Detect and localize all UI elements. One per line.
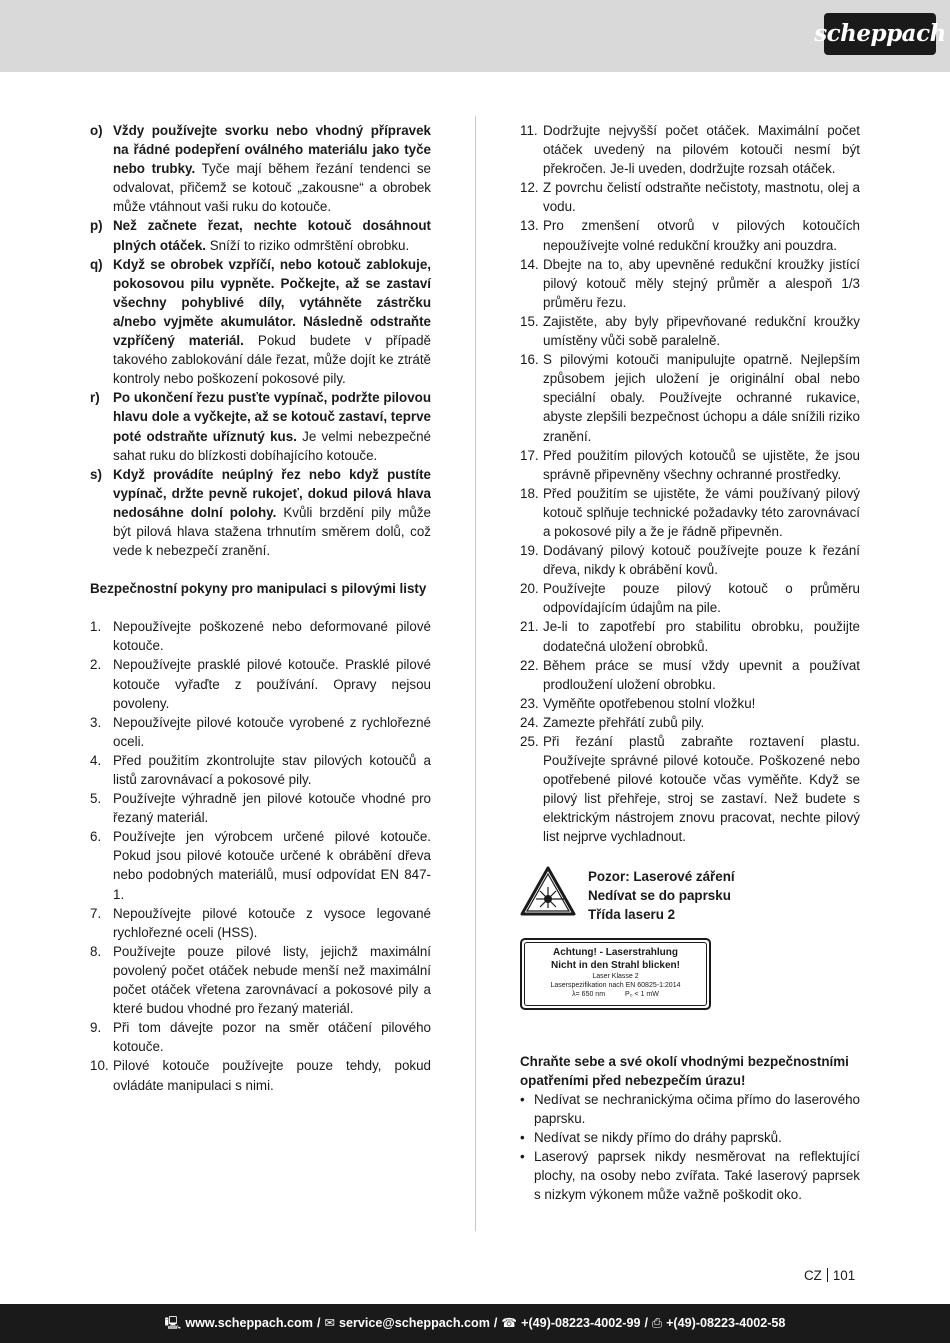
lettered-list bbox=[90, 121, 431, 560]
list-item bbox=[520, 446, 860, 484]
sign-line-1: Achtung! - Laserstrahlung bbox=[552, 946, 678, 958]
list-item bbox=[90, 216, 431, 254]
language-code: CZ bbox=[804, 1268, 822, 1283]
list-marker: r) bbox=[90, 390, 100, 406]
list-marker: 12. bbox=[520, 180, 539, 196]
list-marker: 16. bbox=[520, 352, 539, 368]
item-text: Laserový paprsek nikdy nesměrovat na reflektující plochy, na osoby nebo zvířata. Také laserový paprsek s nizkym výkonem může važně poškodit oko. bbox=[534, 1149, 860, 1203]
item-text: Nepoužívejte prasklé pilové kotouče. Prasklé pilové kotouče vyřaďte z používání. Opravy nejsou povoleny. bbox=[113, 657, 431, 711]
list-marker: 4. bbox=[90, 752, 102, 768]
list-marker: 21. bbox=[520, 619, 539, 635]
item-text: Nepoužívejte poškozené nebo deformované pilové kotouče. bbox=[113, 619, 431, 654]
list-item bbox=[90, 1018, 431, 1056]
footer-separator: / bbox=[644, 1315, 648, 1330]
list-marker: 1. bbox=[90, 619, 102, 635]
list-item bbox=[520, 216, 860, 254]
column-divider bbox=[475, 116, 476, 1231]
item-text: Zajistěte, aby byly připevňované redukční kroužky umístěny vůči sobě paralelně. bbox=[543, 313, 860, 349]
list-marker: 9. bbox=[90, 1020, 102, 1036]
sign-line-3: Laser Klasse 2 bbox=[592, 972, 639, 980]
list-marker: q) bbox=[90, 256, 103, 272]
list-item bbox=[520, 579, 860, 617]
list-marker: 23. bbox=[520, 695, 539, 711]
item-text: Nepoužívejte pilové kotouče z vysoce legované rychlořezné oceli (HSS). bbox=[113, 905, 431, 940]
item-text: Tyče mají během řezání tendenci se odvalovat, přičemž se kotouč „zakousne“ a obrobek může vtáhnout vaši ruku do kotouče. bbox=[113, 161, 432, 215]
footer-email[interactable]: service@scheppach.com bbox=[339, 1315, 490, 1330]
left-column bbox=[90, 121, 431, 1095]
list-item bbox=[90, 1056, 431, 1094]
page-separator bbox=[827, 1268, 828, 1282]
brand-logo bbox=[814, 13, 946, 55]
item-bold-text: Vždy používejte svorku nebo vhodný přípravek na řádné podepření oválného materiálu jako tyče nebo trubky. bbox=[113, 123, 431, 177]
item-text: Při tom dávejte pozor na směr otáčení pilového kotouče. bbox=[113, 1020, 431, 1055]
laser-line-2: Nedívat se do paprsku bbox=[588, 887, 731, 903]
item-text: Je-li to zapotřebí pro stabilitu obrobku, použijte dodatečná uložení obrobků. bbox=[543, 619, 860, 654]
item-text: Používejte výhradně jen pilové kotouče vhodné pro řezaný materiál. bbox=[113, 791, 431, 826]
footer-website[interactable]: www.scheppach.com bbox=[185, 1315, 313, 1330]
list-item bbox=[520, 694, 860, 713]
list-item bbox=[90, 255, 431, 389]
list-marker: 18. bbox=[520, 485, 539, 501]
list-item bbox=[520, 312, 860, 350]
item-text: Nepoužívejte pilové kotouče vyrobené z rychlořezné oceli. bbox=[113, 714, 431, 749]
list-item bbox=[90, 465, 431, 560]
list-item bbox=[520, 541, 860, 579]
item-text: S pilovými kotouči manipulujte opatrně. Nejlepším způsobem jejich uložení je originální obal nebo speciální obaly. Používejte ochranné rukavice, abyste zlepšili bezpečnost úchopu a dále snížili riziko zranění. bbox=[543, 352, 860, 444]
list-item bbox=[520, 732, 860, 847]
list-item bbox=[520, 484, 860, 541]
bullet-marker: • bbox=[520, 1149, 525, 1165]
list-item bbox=[520, 1147, 860, 1204]
item-text: Z povrchu čelistí odstraňte nečistoty, mastnotu, olej a vodu. bbox=[543, 180, 860, 215]
item-text: Používejte pouze pilový kotouč o průměru odpovídajícím údajům na pile. bbox=[543, 581, 860, 616]
list-marker: 2. bbox=[90, 657, 102, 673]
monitor-icon: 🖳 bbox=[164, 1315, 182, 1330]
contact-footer bbox=[0, 1304, 950, 1343]
item-bold-text: Když provádíte neúplný řez nebo když pustíte vypínač, držte pevně rukojeť, dokud pilová hlava nedosáhne dolní polohy. bbox=[113, 466, 431, 520]
list-item bbox=[90, 827, 431, 903]
item-text: Před použitím pilových kotoučů se ujistěte, že jsou správně připevněny všechny ochranné prostředky. bbox=[543, 447, 860, 482]
list-marker: 25. bbox=[520, 734, 539, 749]
list-marker: 24. bbox=[520, 714, 539, 730]
phone-icon: ☎ bbox=[501, 1315, 518, 1330]
list-item bbox=[90, 789, 431, 827]
bullet-marker: • bbox=[520, 1091, 525, 1107]
item-text: Vyměňte opotřebenou stolní vložku! bbox=[543, 695, 756, 711]
sign-line-2: Nicht in den Strahl blicken! bbox=[551, 959, 680, 971]
list-item bbox=[520, 656, 860, 694]
list-marker: 20. bbox=[520, 581, 539, 597]
laser-warning-icon bbox=[520, 866, 576, 916]
list-item bbox=[90, 655, 431, 712]
list-marker: 8. bbox=[90, 943, 102, 959]
list-item bbox=[520, 1128, 860, 1147]
protection-heading: Chraňte sebe a své okolí vhodnými bezpečnostními opatřeními před nebezpečím úrazu! bbox=[520, 1053, 849, 1088]
item-text: Před použitím zkontrolujte stav pilových kotoučů a listů zarovnávací a pokosové pily. bbox=[113, 752, 431, 787]
bullet-list bbox=[520, 1090, 860, 1205]
list-item bbox=[90, 942, 431, 1018]
list-item bbox=[90, 121, 431, 216]
item-text: Dbejte na to, aby upevněné redukční kroužky jistící pilový kotouč měly stejný průměr a alespoň 1/3 průměru řezu. bbox=[543, 256, 860, 310]
item-text: Pilové kotouče používejte pouze tehdy, pokud ovládáte manipulaci s nimi. bbox=[113, 1058, 431, 1093]
list-marker: 13. bbox=[520, 218, 539, 234]
list-item bbox=[520, 617, 860, 655]
item-bold-text: Než začnete řezat, nechte kotouč dosáhnout plných otáček. bbox=[113, 218, 431, 253]
footer-separator: / bbox=[493, 1315, 498, 1330]
list-item bbox=[520, 255, 860, 312]
list-item bbox=[520, 121, 860, 178]
list-marker: 6. bbox=[90, 829, 102, 845]
list-item bbox=[90, 904, 431, 942]
item-text: Nedívat se nikdy přímo do dráhy paprsků. bbox=[534, 1129, 782, 1145]
item-text: Používejte jen výrobcem určené pilové kotouče. Pokud jsou pilové kotouče určené k obrábění dřeva nebo podobných materiálů, musí odpovídat EN 847-1. bbox=[113, 829, 431, 902]
list-marker: 7. bbox=[90, 905, 102, 921]
header-band bbox=[0, 0, 950, 72]
item-text: Pro zmenšení otvorů v pilových kotoučích nepoužívejte volné redukční kroužky ani pouzdra. bbox=[543, 218, 860, 253]
mail-icon: ✉ bbox=[324, 1315, 336, 1330]
item-text: Dodávaný pilový kotouč používejte pouze k řezání dřeva, nikdy k obrábění kovů. bbox=[543, 543, 860, 578]
list-item bbox=[520, 178, 860, 216]
sign-power: P₀ < 1 mW bbox=[625, 990, 659, 998]
laser-label-inner bbox=[524, 942, 707, 1006]
footer-fax: +(49)-08223-4002-58 bbox=[666, 1315, 786, 1330]
laser-warning bbox=[520, 866, 860, 1046]
item-bold-text: Když se obrobek vzpříčí, nebo kotouč zablokuje, pokosovou pilu vypněte. Počkejte, až se zastaví všechny pohyblivé díly, vytáhněte zástrčku a/nebo vyjměte akumulátor. Následně odstraňte vzpříčený materiál. bbox=[113, 256, 431, 349]
item-text: Nedívat se nechranickýma očima přímo do laserového paprsku. bbox=[534, 1091, 860, 1126]
list-marker: 15. bbox=[520, 313, 539, 329]
list-marker: 19. bbox=[520, 543, 539, 559]
list-marker: 3. bbox=[90, 714, 102, 730]
item-text: Sníží to riziko odmrštění obrobku. bbox=[206, 237, 410, 253]
list-marker: 10. bbox=[90, 1058, 109, 1074]
sign-line-4: Laserspezifikation nach EN 60825-1:2014 bbox=[550, 981, 681, 989]
brand-logo-text: scheppach bbox=[814, 20, 946, 48]
numbered-list bbox=[90, 617, 431, 1094]
list-item bbox=[520, 713, 860, 732]
list-marker: s) bbox=[90, 466, 102, 482]
right-column bbox=[520, 121, 860, 1204]
sign-wavelength: λ= 650 nm bbox=[572, 990, 606, 998]
item-text: Při řezání plastů zabraňte roztavení plastu. Používejte správné pilové kotouče. Poškozené nebo opotřebené pilové kotouče včas vyměňte. Když se pilový list přehřeje, stroj se zastaví. Než budete s elektrickým nástrojem znovu pracovat, nechte pilový list nejprve vychladnout. bbox=[543, 734, 860, 845]
item-bold-text: Po ukončení řezu pusťte vypínač, podržte pilovou hlavu dole a vyčkejte, až se kotouč zastaví, teprve poté odstraňte uříznutý kus. bbox=[113, 390, 431, 444]
list-marker: 5. bbox=[90, 791, 102, 807]
page-number-value: 101 bbox=[832, 1268, 856, 1283]
numbered-list-continued bbox=[520, 121, 860, 847]
list-item bbox=[520, 350, 860, 445]
laser-label-sign bbox=[520, 938, 711, 1010]
laser-line-1: Pozor: Laserové záření bbox=[588, 868, 735, 884]
item-text: Během práce se musí vždy upevnit a používat prodloužení uložení obrobku. bbox=[543, 657, 860, 692]
item-text: Je velmi nebezpečné sahat ruku do blízkosti dobíhajícího kotouče. bbox=[113, 428, 431, 463]
list-marker: 11. bbox=[520, 123, 538, 138]
list-item bbox=[90, 388, 431, 464]
list-marker: 14. bbox=[520, 256, 539, 272]
list-item bbox=[520, 1090, 860, 1128]
list-item bbox=[90, 713, 431, 751]
list-marker: p) bbox=[90, 218, 103, 234]
list-marker: 22. bbox=[520, 657, 539, 673]
item-text: Před použitím se ujistěte, že vámi používaný pilový kotouč splňuje technické požadavky této zarovnávací a pokosové pily a že je řádně připevněn. bbox=[543, 485, 860, 539]
section-heading: Bezpečnostní pokyny pro manipulaci s pilovými listy bbox=[90, 581, 427, 597]
page-number bbox=[804, 1266, 855, 1285]
fax-icon: ⎙ bbox=[651, 1315, 663, 1330]
item-text: Pokud budete v případě takového zablokování dále řezat, může dojít ke ztrátě kontroly nebo poškození pokosové pily. bbox=[113, 333, 431, 387]
item-text: Dodržujte nejvyšší počet otáček. Maximální počet otáček uvedený na pilovém kotouči nesmí být překročen. Je-li uveden, dodržujte rozsah otáček. bbox=[543, 123, 860, 177]
footer-phone: +(49)-08223-4002-99 bbox=[521, 1315, 641, 1330]
footer-separator: / bbox=[316, 1315, 321, 1330]
list-marker: 17. bbox=[520, 447, 539, 463]
list-item bbox=[90, 751, 431, 789]
sign-line-5 bbox=[525, 990, 706, 999]
list-item bbox=[90, 617, 431, 655]
item-text: Používejte pouze pilové listy, jejichž maximální povolený počet otáček nebude menší než maximální počet otáček vřetena zarovnávací a pokosové pily a které budou vhodné pro řezaný materiál. bbox=[113, 943, 431, 1017]
item-text: Zamezte přehřátí zubů pily. bbox=[543, 714, 705, 730]
laser-warning-text bbox=[588, 867, 735, 924]
item-text: Kvůli brzdění pily může být pilová hlava stažena trhnutím směrem dolů, což vede k nebezpečí zranění. bbox=[113, 504, 431, 559]
list-marker: o) bbox=[90, 123, 103, 138]
bullet-marker: • bbox=[520, 1129, 525, 1145]
laser-line-3: Třída laseru 2 bbox=[588, 906, 676, 922]
